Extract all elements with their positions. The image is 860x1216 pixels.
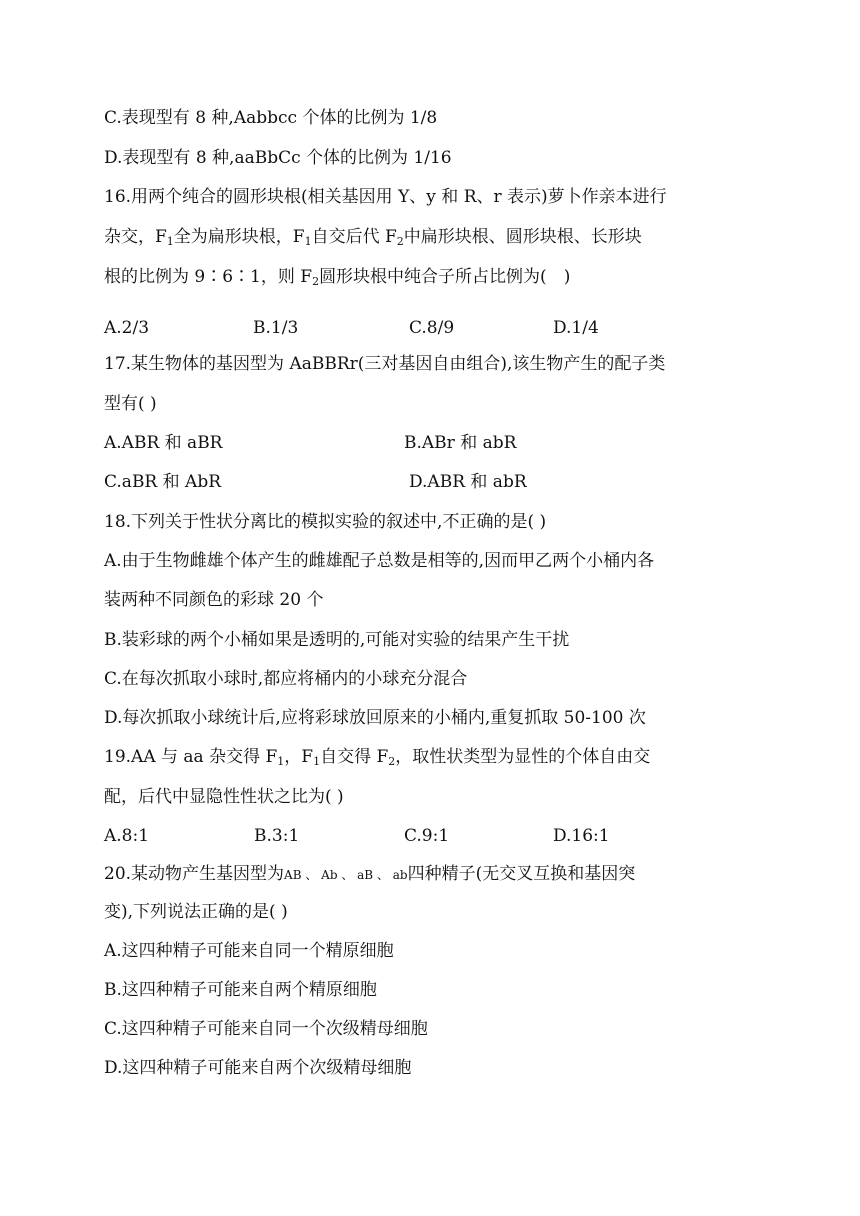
- q16-option-a: A.2/3: [104, 318, 150, 338]
- q17-option-d: D.ABR 和 abR: [409, 472, 527, 492]
- q19-option-c: C.9:1: [404, 826, 450, 846]
- q16-option-d: D.1/4: [553, 318, 599, 338]
- q17-option-b: B.ABr 和 abR: [404, 433, 517, 453]
- q18-option-a-line1: A.由于生物雌雄个体产生的雌雄配子总数是相等的,因而甲乙两个小桶内各: [104, 551, 655, 571]
- q16-stem-line3: 根的比例为 9∶6∶1，则 $F_2$圆形块根中纯合子所占比例为( ): [104, 267, 571, 288]
- q17-option-a: A.ABR 和 aBR: [104, 433, 223, 453]
- q18-option-a-line2: 装两种不同颜色的彩球 20 个: [104, 590, 324, 610]
- q17-stem-line2: 型有( ): [104, 394, 157, 414]
- q16-option-b: B.1/3: [253, 318, 299, 338]
- q17-stem-line1: 17.某生物体的基因型为 AaBBRr(三对基因自由组合),该生物产生的配子类: [104, 354, 666, 374]
- q18-stem: 18.下列关于性状分离比的模拟实验的叙述中,不正确的是( ): [104, 512, 547, 532]
- q18-option-c: C.在每次抓取小球时,都应将桶内的小球充分混合: [104, 669, 468, 689]
- q17-option-c: C.aBR 和 AbR: [104, 472, 221, 492]
- q18-option-d: D.每次抓取小球统计后,应将彩球放回原来的小桶内,重复抓取 50-100 次: [104, 708, 646, 728]
- q15-option-c: C.表现型有 8 种,Aabbcc 个体的比例为 1/8: [104, 108, 438, 128]
- q19-option-b: B.3:1: [254, 826, 300, 846]
- q20-genotypes: AB 、 Ab 、 aB 、 ab: [284, 868, 408, 882]
- q18-option-b: B.装彩球的两个小桶如果是透明的,可能对实验的结果产生干扰: [104, 630, 570, 650]
- q19-stem-line2: 配，后代中显隐性性状之比为( ): [104, 787, 344, 807]
- q20-stem-line2: 变),下列说法正确的是( ): [104, 902, 288, 922]
- q19-option-a: A.8:1: [104, 826, 150, 846]
- q20-option-a: A.这四种精子可能来自同一个精原细胞: [104, 941, 394, 961]
- q20-option-b: B.这四种精子可能来自两个精原细胞: [104, 980, 377, 1000]
- q15-option-d: D.表现型有 8 种,aaBbCc 个体的比例为 1/16: [104, 148, 452, 168]
- q20-option-d: D.这四种精子可能来自两个次级精母细胞: [104, 1058, 412, 1078]
- q16-stem-line1: 16.用两个纯合的圆形块根(相关基因用 Y、y 和 R、r 表示)萝卜作亲本进行: [104, 187, 667, 207]
- q16-stem-line2: 杂交，$F_1$全为扁形块根，$F_1$自交后代 $F_2$中扁形块根、圆形块根、长形块: [104, 227, 642, 248]
- q20-stem-line1: 20.某动物产生基因型为AB 、 Ab 、 aB 、 ab四种精子(无交叉互换和基因突: [104, 864, 636, 884]
- q19-option-d: D.16:1: [553, 826, 610, 846]
- q16-option-c: C.8/9: [409, 318, 455, 338]
- q19-stem-line1: 19.AA 与 aa 杂交得 $F_1$，$F_1$自交得 $F_2$，取性状类型为显性的个体自由交: [104, 747, 651, 768]
- q20-option-c: C.这四种精子可能来自同一个次级精母细胞: [104, 1019, 428, 1039]
